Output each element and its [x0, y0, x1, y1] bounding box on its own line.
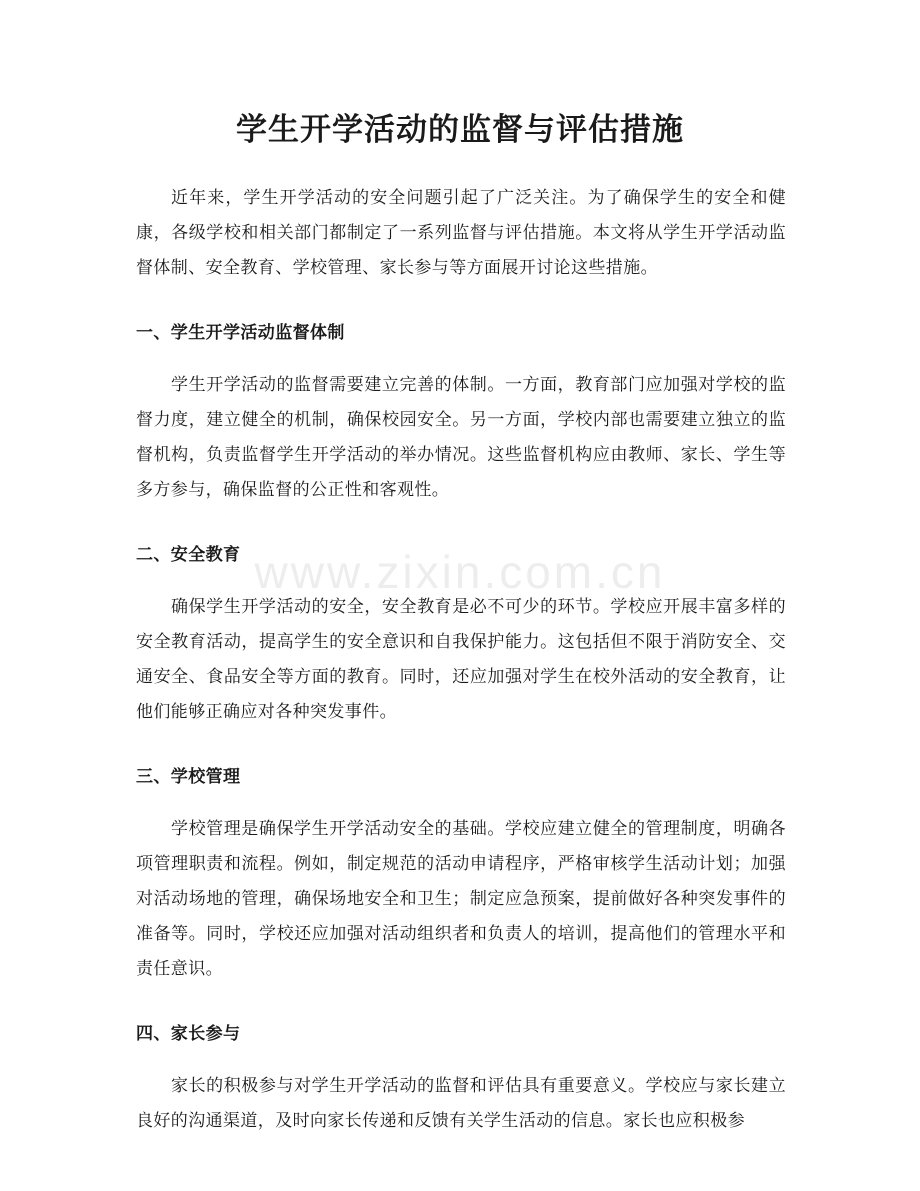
section-body-supervision: 学生开学活动的监督需要建立完善的体制。一方面，教育部门应加强对学校的监督力度，建立健全的机制，确保校园安全。另一方面，学校内部也需要建立独立的监督机构，负责监督学生开学活动的举办情况。这些监督机构应由教师、家长、学生等多方参与，确保监督的公正性和客观性。	[136, 375, 786, 500]
section-body-safety-education: 确保学生开学活动的安全，安全教育是必不可少的环节。学校应开展丰富多样的安全教育活动，提高学生的安全意识和自我保护能力。这包括但不限于消防安全、交通安全、食品安全等方面的教育。同时，还应加强对学生在校外活动的安全教育，让他们能够正确应对各种突发事件。	[136, 597, 786, 722]
section-heading-school-management: 三、学校管理	[136, 767, 241, 787]
section-body-school-management: 学校管理是确保学生开学活动安全的基础。学校应建立健全的管理制度，明确各项管理职责和流程。例如，制定规范的活动申请程序，严格审核学生活动计划；加强对活动场地的管理，确保场地安全和卫生；制定应急预案，提前做好各种突发事件的准备等。同时，学校还应加强对活动组织者和负责人的培训，提高他们的管理水平和责任意识。	[136, 819, 786, 979]
watermark: www.zixin.com.cn	[254, 546, 666, 598]
document-title: 学生开学活动的监督与评估措施	[236, 112, 684, 148]
section-heading-supervision: 一、学生开学活动监督体制	[136, 323, 345, 343]
intro-paragraph: 近年来，学生开学活动的安全问题引起了广泛关注。为了确保学生的安全和健康，各级学校和相关部门都制定了一系列监督与评估措施。本文将从学生开学活动监督体制、安全教育、学校管理、家长参与等方面展开讨论这些措施。	[136, 188, 786, 278]
section-heading-safety-education: 二、安全教育	[136, 545, 241, 565]
section-heading-parent-participation: 四、家长参与	[136, 1024, 241, 1044]
section-body-parent-participation: 家长的积极参与对学生开学活动的监督和评估具有重要意义。学校应与家长建立良好的沟通渠道，及时向家长传递和反馈有关学生活动的信息。家长也应积极参	[136, 1076, 786, 1131]
document-body	[136, 181, 786, 1139]
